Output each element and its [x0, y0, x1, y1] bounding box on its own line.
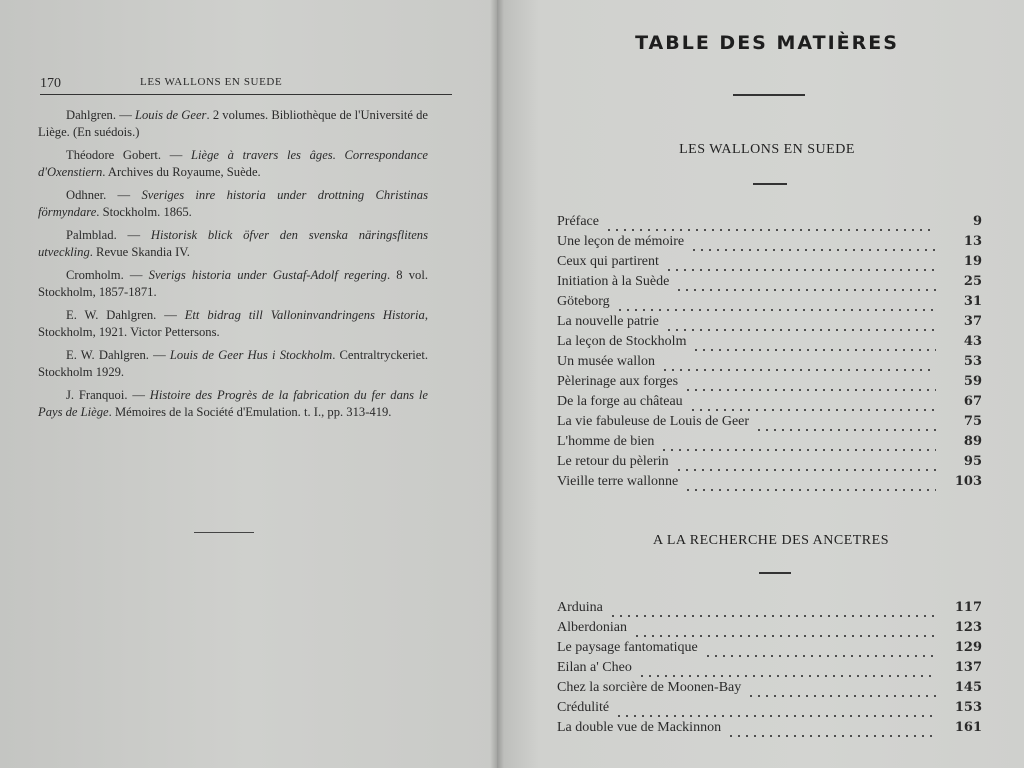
toc-entry[interactable]: Une leçon de mémoire 13 [557, 232, 982, 252]
toc-entry[interactable]: L'homme de bien 89 [557, 432, 982, 452]
toc-entry[interactable]: Arduina 117 [557, 598, 982, 618]
toc-entry[interactable]: Le retour du pèlerin 95 [557, 452, 982, 472]
toc-entry[interactable]: De la forge au château 67 [557, 392, 982, 412]
bibliography-entry: Odhner. — Sveriges inre historia under drottning Christinas förmyndare. Stockholm. 1865. [38, 188, 428, 219]
bibliography-entry: E. W. Dahlgren. — Ett bidrag till Valloninvandringens Historia, Stockholm, 1921. Victor Pettersons. [38, 308, 428, 339]
heading-rule-divider [733, 94, 805, 96]
section-rule-divider [753, 183, 787, 185]
bibliography-entry: Théodore Gobert. — Liège à travers les âges. Correspondance d'Oxenstiern. Archives du Royaume, Suède. [38, 148, 428, 179]
toc-entry[interactable]: La vie fabuleuse de Louis de Geer 75 [557, 412, 982, 432]
bibliography [38, 107, 428, 427]
section-rule-divider [759, 572, 791, 574]
toc-entry[interactable]: La double vue de Mackinnon 161 [557, 718, 982, 738]
left-page [0, 0, 497, 768]
toc-entry[interactable]: La leçon de Stockholm 43 [557, 332, 982, 352]
bibliography-entry: Dahlgren. — Louis de Geer. 2 volumes. Bibliothèque de l'Université de Liège. (En suédois.) [38, 108, 428, 139]
toc-entry[interactable]: Chez la sorcière de Moonen-Bay 145 [557, 678, 982, 698]
toc-entry[interactable]: Ceux qui partirent 19 [557, 252, 982, 272]
bibliography-entry: Cromholm. — Sverigs historia under Gustaf-Adolf regering. 8 vol. Stockholm, 1857-1871. [38, 268, 428, 299]
section-title: A LA RECHERCHE DES ANCETRES [653, 533, 889, 548]
page-number: 170 [40, 76, 61, 91]
section-title: LES WALLONS EN SUEDE [679, 142, 855, 157]
toc-list-ancetres [557, 598, 982, 738]
right-page [497, 0, 1024, 768]
toc-entry[interactable]: Crédulité 153 [557, 698, 982, 718]
toc-entry[interactable]: Vieille terre wallonne 103 [557, 472, 982, 492]
running-head [40, 68, 452, 95]
toc-heading: TABLE DES MATIÈRES [635, 32, 899, 54]
bibliography-entry: J. Franquoi. — Histoire des Progrès de la fabrication du fer dans le Pays de Liège. Mémoires de la Société d'Emulation. t. I., pp. 313-419. [38, 388, 428, 419]
toc-entry[interactable]: Le paysage fantomatique 129 [557, 638, 982, 658]
toc-entry[interactable]: Préface 9 [557, 212, 982, 232]
toc-entry[interactable]: Eilan a' Cheo 137 [557, 658, 982, 678]
toc-entry[interactable]: Alberdonian 123 [557, 618, 982, 638]
toc-entry[interactable]: Initiation à la Suède 25 [557, 272, 982, 292]
toc-entry[interactable]: Pèlerinage aux forges 59 [557, 372, 982, 392]
toc-list-wallons [557, 212, 982, 492]
book-gutter [490, 0, 504, 768]
toc-entry[interactable]: Göteborg 31 [557, 292, 982, 312]
end-rule-divider [194, 532, 254, 533]
toc-entry[interactable]: La nouvelle patrie 37 [557, 312, 982, 332]
bibliography-entry: Palmblad. — Historisk blick öfver den svenska näringsflitens utveckling. Revue Skandia IV. [38, 228, 428, 259]
toc-entry[interactable]: Un musée wallon 53 [557, 352, 982, 372]
running-title: LES WALLONS EN SUEDE [140, 76, 283, 88]
bibliography-entry: E. W. Dahlgren. — Louis de Geer Hus i Stockholm. Centraltryckeriet. Stockholm 1929. [38, 348, 428, 379]
